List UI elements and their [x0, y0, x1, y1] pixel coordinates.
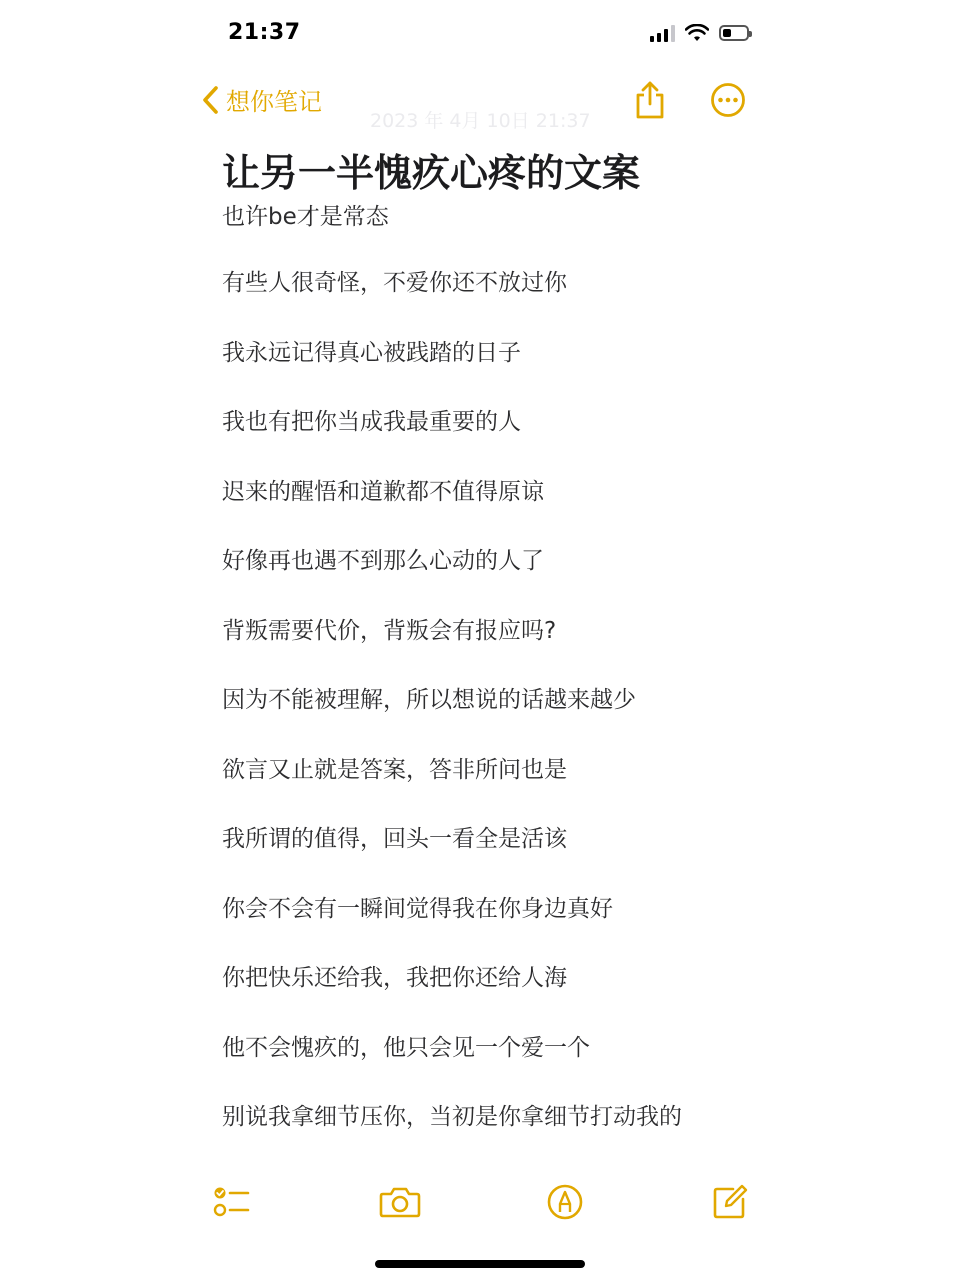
note-line[interactable]: 别说我拿细节压你，当初是你拿细节打动我的 — [222, 1104, 682, 1130]
more-options-button[interactable] — [708, 80, 748, 120]
note-body[interactable] — [222, 266, 682, 1170]
note-line[interactable]: 因为不能被理解，所以想说的话越来越少 — [222, 687, 636, 713]
status-icons — [650, 24, 749, 42]
battery-level — [723, 29, 731, 37]
checklist-button[interactable] — [210, 1180, 254, 1224]
checklist-icon — [212, 1185, 252, 1219]
note-line[interactable]: 他不会愧疚的，他只会见一个爱一个 — [222, 1034, 590, 1061]
compose-icon — [711, 1183, 749, 1221]
note-line[interactable]: 欲言又止就是答案，答非所问也是 — [222, 756, 567, 783]
markup-pen-icon — [546, 1183, 584, 1221]
note-line[interactable]: 有些人很奇怪，不爱你还不放过你 — [222, 270, 567, 296]
share-button[interactable] — [630, 80, 670, 120]
note-line[interactable]: 我也有把你当成我最重要的人 — [222, 409, 521, 435]
back-button-label: 想你笔记 — [226, 88, 322, 116]
status-time: 21:37 — [228, 20, 301, 45]
markup-button[interactable] — [543, 1180, 587, 1224]
chevron-left-icon — [200, 85, 222, 115]
battery-icon — [719, 25, 749, 41]
note-line[interactable]: 我永远记得真心被践踏的日子 — [222, 339, 521, 366]
note-line[interactable]: 背叛需要代价，背叛会有报应吗? — [222, 617, 557, 644]
note-title[interactable]: 让另一半愧疚心疼的文案 — [222, 151, 641, 195]
note-line[interactable]: 你会不会有一瞬间觉得我在你身边真好 — [222, 895, 613, 922]
note-subtitle[interactable]: 也许be才是常态 — [222, 204, 389, 230]
note-line[interactable]: 好像再也遇不到那么心动的人了 — [222, 548, 544, 574]
note-line[interactable]: 我所谓的值得，回头一看全是活该 — [222, 826, 567, 852]
camera-icon — [379, 1185, 421, 1219]
wifi-icon — [685, 24, 709, 42]
ellipsis-circle-icon — [710, 82, 746, 118]
share-icon — [633, 80, 667, 120]
note-line[interactable]: 迟来的醒悟和道歉都不值得原谅 — [222, 478, 544, 505]
compose-button[interactable] — [708, 1180, 752, 1224]
back-button[interactable] — [200, 82, 322, 117]
note-line[interactable]: 你把快乐还给我，我把你还给人海 — [222, 965, 567, 991]
cellular-signal-icon — [650, 24, 675, 42]
camera-button[interactable] — [378, 1180, 422, 1224]
home-indicator[interactable] — [375, 1260, 585, 1268]
note-date-watermark: 2023 年 4月 10日 21:37 — [370, 110, 591, 132]
